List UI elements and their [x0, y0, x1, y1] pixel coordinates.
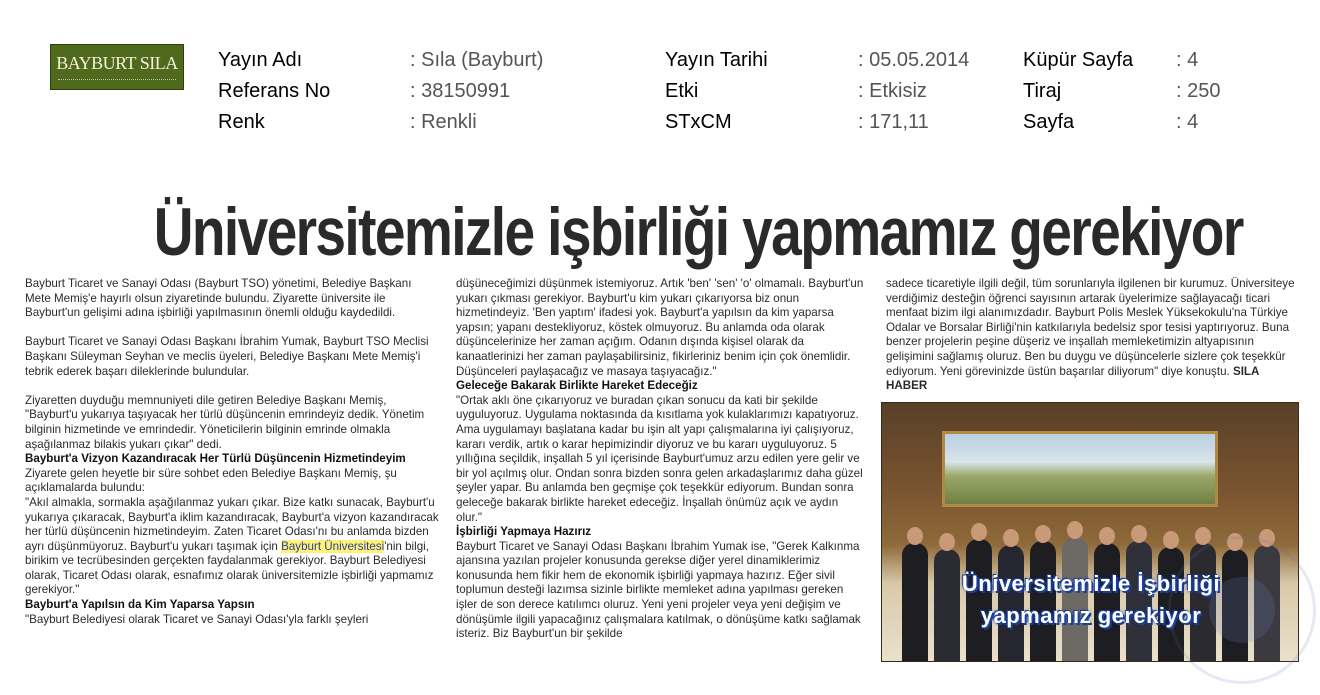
- col1-paragraph-5b: 'nin bilgi, birikim ve tecrübesinden gerçekten faydalanmak gerekiyor. Bayburt Belediyesi olarak, Ticaret Odası olarak, esnafımız olarak üniversitemizle işbirliği yapmamız gerekiyor.": [25, 539, 434, 597]
- col1-paragraph-2: Bayburt Ticaret ve Sanayi Odası Başkanı İbrahim Yumak, Bayburt TSO Meclisi Başkanı Süleyman Seyhan ve meclis üyeleri, Belediye Başkanı Mete Memiş'i tebrik ederek başarı dileklerinde bulundular.: [25, 335, 429, 378]
- meta-renk-value: : Renkli: [410, 111, 477, 133]
- meta-referans-value: : 38150991: [410, 80, 511, 102]
- university-seal-watermark: [1168, 536, 1316, 684]
- meta-stxcm-label: STxCM: [665, 111, 732, 133]
- meta-sayfa-value: : 4: [1176, 111, 1199, 133]
- article-signature: SILA HABER: [886, 364, 1259, 393]
- col1-subheading-1: Bayburt'a Vizyon Kazandıracak Her Türlü Düşüncenin Hizmetindeyim: [25, 452, 406, 466]
- meta-yayin-adi-value: : Sıla (Bayburt): [410, 49, 544, 71]
- meta-yayin-tarihi-value: : 05.05.2014: [858, 49, 970, 71]
- photo-caption-line-2: yapmamız gerekiyor: [980, 603, 1202, 628]
- wall-painting: [942, 431, 1218, 507]
- meta-kupur-label: Küpür Sayfa: [1023, 49, 1134, 71]
- article-headline: [26, 192, 1298, 272]
- photo-caption-line-1: Üniversitemizle İşbirliği: [961, 571, 1221, 596]
- article-column-2: [456, 277, 864, 642]
- meta-etki-label: Etki: [665, 80, 699, 102]
- meta-etki-value: : Etkisiz: [858, 80, 927, 102]
- col1-paragraph-1: Bayburt Ticaret ve Sanayi Odası (Bayburt TSO) yönetimi, Belediye Başkanı Mete Memiş'e hayırlı olsun ziyaretinde bulundu. Ziyarette üniversite ile Bayburt'un gelişimi adına işbirliği yapılmasının önemli olduğu kaydedildi.: [25, 277, 412, 320]
- meta-sayfa-label: Sayfa: [1023, 111, 1075, 133]
- col1-paragraph-6: "Bayburt Belediyesi olarak Ticaret ve Sanayi Odası'yla farklı şeyleri: [25, 612, 369, 626]
- col2-paragraph-3: Bayburt Ticaret ve Sanayi Odası Başkanı İbrahim Yumak ise, "Gerek Kalkınma ajansına yazılan projeler konusunda gerekse diğer yerel dinamiklerimiz konusunda hem fikir hem de ekonomik işbirliği yapmaya hazırız. Eğer sivil toplumun desteği lazımsa sizinle birlikte memleket adına yapılması gereken işler de son derece katılımcı oluruz. Yeni yeni projeler veya yeni değişim ve dönüşümle ilgili yapacağınız çalışmalara katılmak, o dönüşüme katkı sağlamak isteriz. Biz Bayburt'un bir şekilde: [456, 539, 861, 641]
- col1-paragraph-3: Ziyaretten duyduğu memnuniyeti dile getiren Belediye Başkanı Memiş, "Bayburt'u yukarıya taşıyacak her türlü düşüncenin emrindeyiz dedik. Yönetim bilginin hizmetinde ve emrindedir. Yöneticilerin bilginin emrinde olmakla aşağılanmaz bilakis yukarı çıkar" dedi.: [25, 393, 425, 451]
- col1-paragraph-5: [25, 496, 440, 598]
- article-column-1: [25, 277, 440, 627]
- col2-paragraph-1: düşüneceğimizi düşünmek istemiyoruz. Artık 'ben' 'sen' 'o' olmamalı. Bayburt'un yukarı çıkması gerekiyor. Bayburt'u kim yukarı çıkarıyorsa biz onun hizmetindeyiz. 'Ben yaptım' ifadesi yok. Bayburt'a yapılsın da kim yaparsa yapsın; yapanı destekliyoruz, köstek olmuyoruz. Bu anlamda oda olarak düşüncelerinize her zaman açığım. Odanın dışında kişisel olarak da kanaatlerinizi her zaman paylaşabilirsiniz, fikirleriniz benim için çok önemlidir. Düşünceleri paylaşacağız ve masaya taşıyacağız.": [456, 277, 864, 378]
- meta-tiraj-value: : 250: [1176, 80, 1221, 102]
- headline-text: Üniversitemizle işbirliği yapmamız gerekiyor: [153, 194, 1243, 270]
- logo-underline: [58, 79, 176, 83]
- col1-subheading-2: Bayburt'a Yapılsın da Kim Yaparsa Yapsın: [25, 598, 255, 612]
- meta-referans-label: Referans No: [218, 80, 331, 102]
- highlighted-university-name: Bayburt Üniversitesi: [281, 539, 385, 553]
- col2-paragraph-2: "Ortak aklı öne çıkarıyoruz ve buradan çıkan sonucu da kati bir şekilde uyguluyoruz. Uygulama noktasında da kısıtlama yok kulaklarımızı kapatıyoruz. Ama uygulamayı başlatana kadar bu işin alt yapı çalışmalarına iyi çalışıyoruz, kararı verdik, artık o karar hepimizindir diyoruz ve bu kararı uyguluyoruz. 5 yıllığına seçildik, inşallah 5 yıl içerisinde Bayburt'umuz arzu edilen yere gelir ve bir yol açılmış olur. Ondan sonra bizden sonra gelen arkadaşlarımız daha güzel şeyler yapar. Bu anlamda ben geçmişe çok teşekkür ediyorum. Bundan sonra geleceğe bakarak birlikte hareket edeceğiz. İnşallah önümüz açık ve aydın olur.": [456, 393, 863, 524]
- col2-subheading-2: İşbirliği Yapmaya Hazırız: [456, 525, 592, 539]
- publication-logo: [50, 44, 184, 90]
- col1-paragraph-5a: "Akıl almakla, sormakla aşağılanmaz yukarı çıkar. Bize katkı sunacak, Bayburt'u yukarıya çıkaracak, Bayburt'a iklim kazandıracak, Bayburt'a vizyon kazandıracak her türlü düşüncenin hizmetindeyim. Zaten Ticaret Odası'nı bu anlamda bizden ayrı düşünmüyoruz. Bayburt'u yukarı taşımak için: [25, 495, 439, 553]
- meta-yayin-adi-label: Yayın Adı: [218, 49, 303, 71]
- col2-subheading-1: Geleceğe Bakarak Birlikte Hareket Edeceğiz: [456, 379, 698, 393]
- logo-text: BAYBURT SILA: [56, 53, 178, 73]
- meta-renk-label: Renk: [218, 111, 265, 133]
- meta-yayin-tarihi-label: Yayın Tarihi: [665, 49, 768, 71]
- col3-paragraph-1: [886, 277, 1302, 394]
- col3-paragraph-1-text: sadece ticaretiyle ilgili değil, tüm sorunlarıyla ilgilenen bir kurumuz. Üniversiteye verdiğimiz desteğin öğrenci sayısının artarak üyelerimize sağlayacağı ticari menfaat bizim ilgi alanımızdadır. Bayburt Polis Meslek Yüksekokulu'na Türkiye Odalar ve Borsalar Birliği'nin katkılarıyla bedelsiz spor tesisi yaptırıyoruz. Buna benzer projelerin peşine düşeriz ve inşallah memleketimizin altyapısının gelişimini sağlamış oluruz. Ben bu duygu ve düşüncelerle sizlere çok teşekkür ediyorum. Yeni görevinizde üstün başarılar diliyorum" diye konuştu.: [886, 277, 1295, 378]
- col1-paragraph-4: Ziyarete gelen heyetle bir süre sohbet eden Belediye Başkanı Memiş, şu açıklamalarda bulundu:: [25, 466, 397, 495]
- meta-kupur-value: : 4: [1176, 49, 1199, 71]
- meta-tiraj-label: Tiraj: [1023, 80, 1062, 102]
- article-column-3: [886, 277, 1302, 394]
- meta-stxcm-value: : 171,11: [858, 111, 929, 133]
